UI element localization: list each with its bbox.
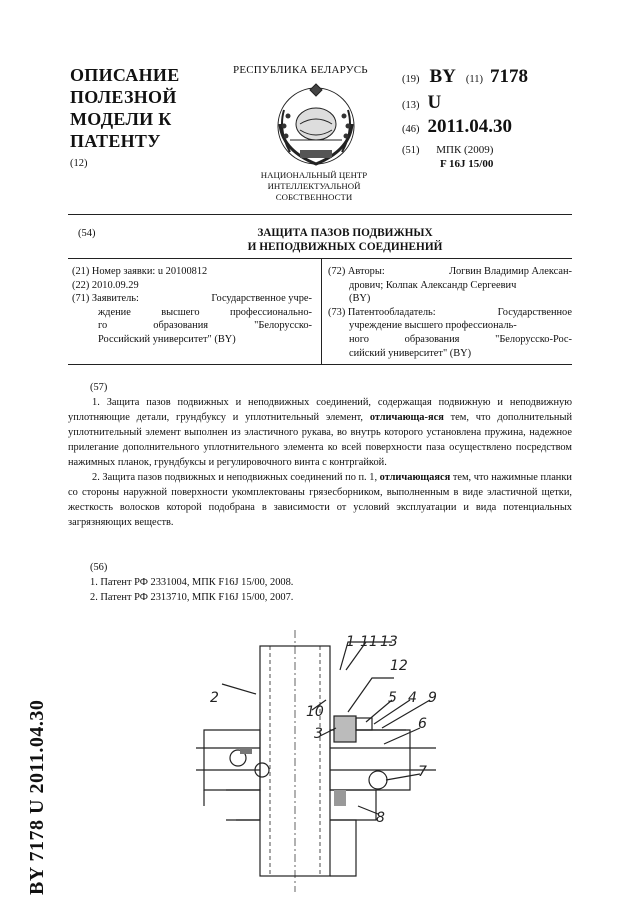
biblio-divider xyxy=(321,258,322,364)
title-rule xyxy=(68,258,572,259)
reference-item: 1. Патент РФ 2331004, МПК F16J 15/00, 2008. xyxy=(90,577,294,588)
biblio-right: (72) Авторы: Логвин Владимир Алексан- дрович; Колпак Александр Сергеевич (BY) (73) Патентообладатель: Государственное учреждение высшего профессиональ- ного образования "Белорусско-Рос- сийский университет" (BY) xyxy=(328,266,572,359)
drawing-label: 5 xyxy=(388,690,397,706)
code-56: (56) xyxy=(90,562,108,573)
document-type-title xyxy=(70,64,180,152)
code-54: (54) xyxy=(78,228,96,239)
applicant-label: (71) Заявитель: xyxy=(72,293,139,305)
biblio-left: (21) Номер заявки: u 20100812 (22) 2010.09.29 (71) Заявитель: Государственное учре- ждение высшего профессионально- го образования "Белорусско- Российский университет" (BY) xyxy=(72,266,312,345)
drawing-label: 7 xyxy=(418,764,427,780)
drawing-label: 1 xyxy=(346,634,355,650)
authors-label: (72) Авторы: xyxy=(328,266,385,277)
technical-drawing xyxy=(196,630,456,892)
code-12: (12) xyxy=(70,158,88,169)
title-line: ПАТЕНТУ xyxy=(70,131,161,151)
date-row: (46) 2011.04.30 xyxy=(402,116,512,137)
classification-row: (51) МПК (2009) xyxy=(402,144,494,156)
title-line: ОПИСАНИЕ xyxy=(70,65,180,85)
drawing-label: 9 xyxy=(428,690,437,706)
drawing-label: 2 xyxy=(210,690,219,706)
patent-number: 7178 xyxy=(490,66,529,87)
patent-holder-label: (73) Патентообладатель: xyxy=(328,306,436,318)
drawing-label: 11 xyxy=(360,634,378,650)
spine-label: BY 7178 U 2011.04.30 xyxy=(26,699,48,895)
publication-country-row: (19) BY (11) 7178 xyxy=(402,66,529,87)
drawing-label: 13 xyxy=(380,634,398,650)
kind-row: (13) U xyxy=(402,92,442,113)
drawing-label: 10 xyxy=(306,704,324,720)
drawing-label: 4 xyxy=(408,690,417,706)
biblio-rule xyxy=(68,364,572,365)
claim-2: 2. Защита пазов подвижных и неподвижных соединений по п. 1, отличающаяся тем, что нажимные планки со стороны наружной поверхности укомплектованы грязесборником, выполненным в виде эластичной щетки, жесткость волосков которой подобрана в зависимости от условий эксплуатации и вида потенциальных загрязняющих веществ. xyxy=(68,472,572,528)
references-section xyxy=(90,560,570,605)
claims-section xyxy=(68,380,572,530)
title-line: МОДЕЛИ К xyxy=(70,109,172,129)
title-line: ПОЛЕЗНОЙ xyxy=(70,87,177,107)
application-number: (21) Номер заявки: u 20100812 xyxy=(72,266,208,277)
drawing-label: 6 xyxy=(418,716,427,732)
drawing-label: 3 xyxy=(314,726,323,742)
country-code: BY xyxy=(429,66,456,87)
header-rule xyxy=(68,214,572,215)
national-center-label: НАЦИОНАЛЬНЫЙ ЦЕНТР ИНТЕЛЛЕКТУАЛЬНОЙ СОБСТВЕННОСТИ xyxy=(260,170,368,202)
filing-date: (22) 2010.09.29 xyxy=(72,279,139,291)
reference-item: 2. Патент РФ 2313710, МПК F16J 15/00, 2007. xyxy=(90,592,294,603)
belarus-emblem-icon xyxy=(270,80,362,168)
claim-1: 1. Защита пазов подвижных и неподвижных соединений, содержащая подвижную и неподвижную уплотняющие детали, грундбуксу и уплотнительный элемент, отличающа-яся тем, что дополнительный уплотнительный элемент выполнен из эластичного рукава, во внутрь которого установлена пружина, надежное прилегание дополнительного уплотнительного элемента ко всей поверхности паза осуществлено посредством нажимных планок, грундбуксы и регулировочного винта с контргайкой. xyxy=(68,397,572,468)
invention-title: ЗАЩИТА ПАЗОВ ПОДВИЖНЫХ И НЕПОДВИЖНЫХ СОЕДИНЕНИЙ xyxy=(247,227,443,253)
kind-code: U xyxy=(427,92,442,113)
drawing-label: 12 xyxy=(390,658,408,674)
publication-date: 2011.04.30 xyxy=(427,116,512,137)
ipc-code: F 16J 15/00 xyxy=(440,158,494,170)
republic-label: РЕСПУБЛИКА БЕЛАРУСЬ xyxy=(233,64,368,76)
code-57: (57) xyxy=(90,382,108,393)
drawing-label: 8 xyxy=(376,810,385,826)
